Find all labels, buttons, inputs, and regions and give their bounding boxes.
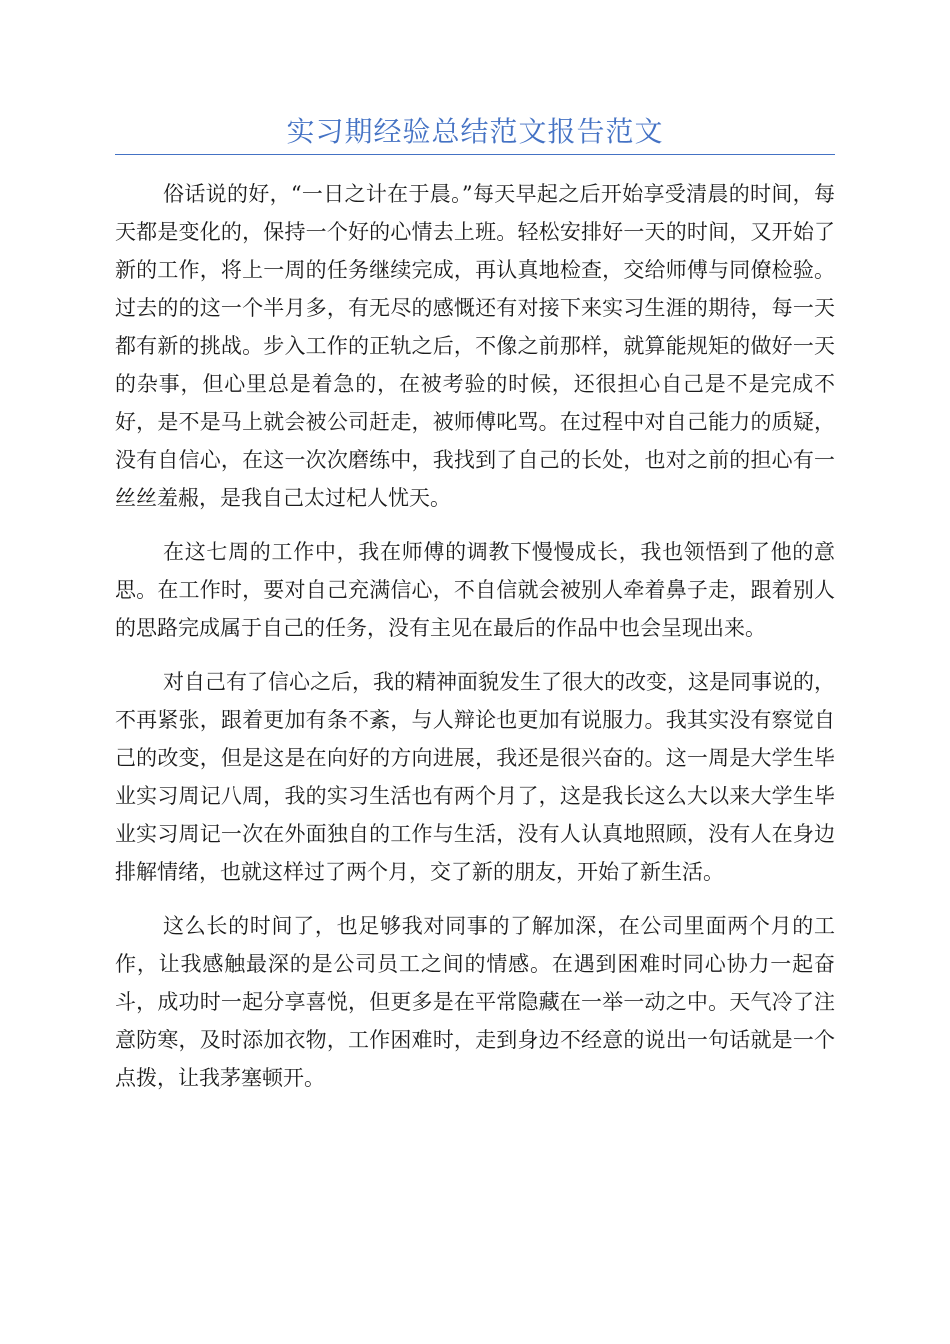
paragraph-1: 俗话说的好，“一日之计在于晨。”每天早起之后开始享受清晨的时间，每天都是变化的，保持一个好的心情去上班。轻松安排好一天的时间，又开始了新的工作，将上一周的任务继续完成，再认真地检查，交给师傅与同僚检验。过去的的这一个半月多，有无尽的感慨还有对接下来实习生涯的期待，每一天都有新的挑战。步入工作的正轨之后，不像之前那样，就算能规矩的做好一天的杂事，但心里总是着急的，在被考验的时候，还很担心自己是不是完成不好，是不是马上就会被公司赶走，被师傅叱骂。在过程中对自己能力的质疑，没有自信心，在这一次次磨练中，我找到了自己的长处，也对之前的担心有一丝丝羞赧，是我自己太过杞人忧天。: [115, 182, 835, 510]
paragraph-3: 对自己有了信心之后，我的精神面貌发生了很大的改变，这是同事说的，不再紧张，跟着更加有条不紊，与人辩论也更加有说服力。我其实没有察觉自己的改变，但是这是在向好的方向进展，我还是很兴奋的。这一周是大学生毕业实习周记八周，我的实习生活也有两个月了，这是我长这么大以来大学生毕业实习周记一次在外面独自的工作与生活，没有人认真地照顾，没有人在身边排解情绪，也就这样过了两个月，交了新的朋友，开始了新生活。: [115, 670, 835, 884]
title-underline: [115, 154, 835, 155]
paragraph-4: 这么长的时间了，也足够我对同事的了解加深，在公司里面两个月的工作，让我感触最深的是公司员工之间的情感。在遇到困难时同心协力一起奋斗，成功时一起分享喜悦，但更多是在平常隐藏在一举一动之中。天气冷了注意防寒，及时添加衣物，工作困难时，走到身边不经意的说出一句话就是一个点拨，让我茅塞顿开。: [115, 914, 835, 1090]
document-body: [115, 175, 835, 1113]
document-title: 实习期经验总结范文报告范文: [286, 115, 664, 148]
paragraph-2: 在这七周的工作中，我在师傅的调教下慢慢成长，我也领悟到了他的意思。在工作时，要对自己充满信心，不自信就会被别人牵着鼻子走，跟着别人的思路完成属于自己的任务，没有主见在最后的作品中也会呈现出来。: [115, 540, 835, 640]
